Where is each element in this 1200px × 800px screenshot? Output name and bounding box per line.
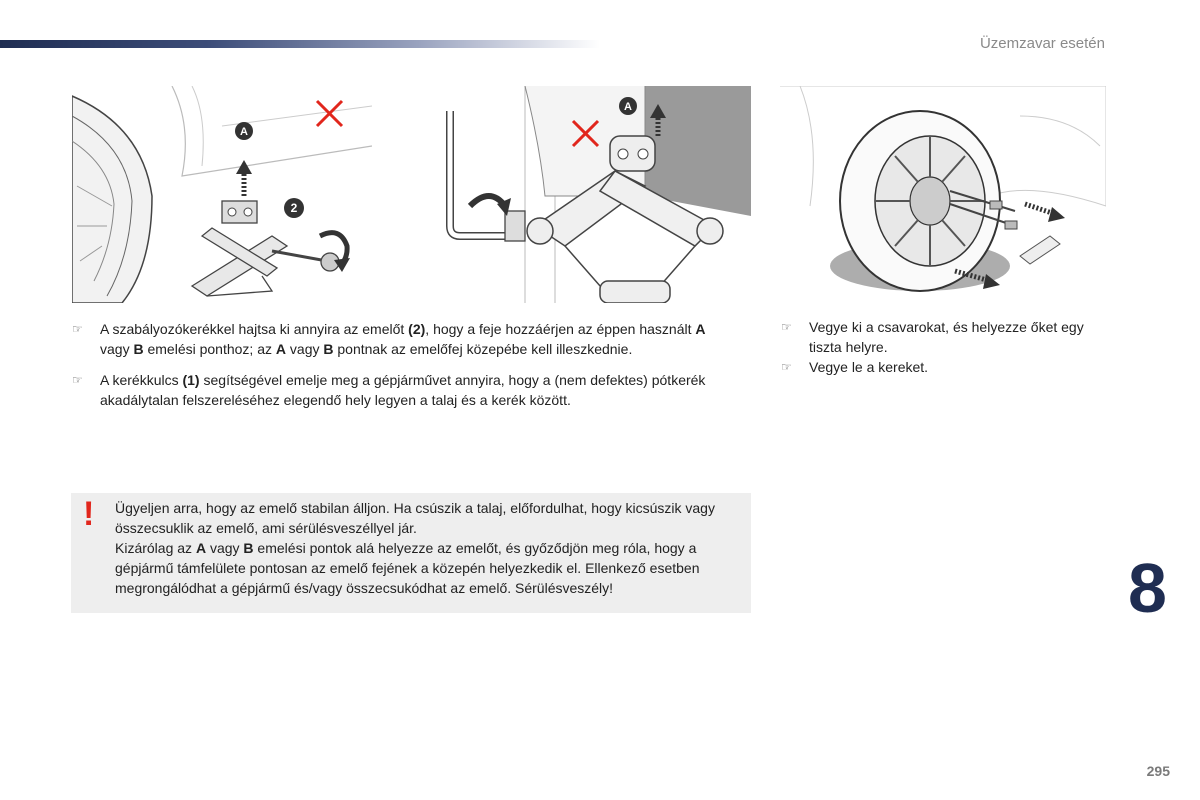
bullet-icon: ☞ — [72, 322, 83, 336]
instruction-item — [72, 370, 712, 410]
instruction-text: A szabályozókerékkel hajtsa ki annyira az emelőt — [100, 321, 409, 337]
jack-extend-drawing — [72, 86, 372, 303]
instruction-text: emelési ponthoz; az — [143, 341, 276, 357]
instruction-ref: A — [275, 341, 287, 357]
instruction-text: Vegye le a kereket. — [809, 359, 929, 375]
warning-text-part: vagy — [206, 540, 244, 556]
bullet-icon: ☞ — [72, 373, 83, 387]
header-gradient-bar — [0, 40, 600, 48]
instruction-text: segítségével emelje meg a gépjárművet annyira, hogy a (nem defektes) pótkerék akadálytalan felszereléséhez elegendő hely legyen a talaj és a kerék között. — [100, 372, 706, 408]
jack-lift-illustration — [445, 86, 751, 303]
instruction-text: vagy — [286, 341, 324, 357]
warning-line-2 — [115, 538, 745, 598]
chapter-number: 8 — [1128, 549, 1167, 627]
wheel-removal-drawing — [780, 86, 1106, 303]
instruction-item — [72, 319, 712, 359]
warning-ref: B — [243, 540, 254, 556]
instructions-right — [781, 317, 1101, 377]
warning-ref: A — [195, 540, 207, 556]
page-number: 295 — [1146, 763, 1170, 779]
instruction-text: Vegye ki a csavarokat, és helyezze őket egy tiszta helyre. — [809, 319, 1084, 355]
instruction-item — [781, 357, 1101, 377]
instruction-item — [781, 317, 1101, 357]
instruction-ref: (1) — [182, 372, 200, 388]
instruction-text: vagy — [100, 341, 134, 357]
instruction-text: A kerékkulcs — [100, 372, 183, 388]
instruction-text: , hogy a feje hozzáérjen az éppen használt — [425, 321, 696, 337]
instruction-text: pontnak az emelőfej közepébe kell illeszkednie. — [333, 341, 633, 357]
warning-box — [71, 493, 751, 613]
instruction-ref: B — [323, 341, 334, 357]
warning-text-part: emelési pontok alá helyezze az emelőt, és győződjön meg róla, hogy a gépjármű támfelülete pontosan az emelő fejének a közepén helyezkedik el. Ellenkező esetben megrongálódhat a gépjármű és/vagy összecsukódhat az emelő. Sérülésveszély! — [115, 540, 700, 596]
bullet-icon: ☞ — [781, 360, 792, 374]
bullet-icon: ☞ — [781, 320, 792, 334]
jack-extend-illustration — [72, 86, 372, 303]
instruction-ref: (2) — [408, 321, 426, 337]
warning-text-part: Kizárólag az — [115, 540, 196, 556]
figure-label-2: 2 — [290, 201, 298, 215]
warning-line-1: Ügyeljen arra, hogy az emelő stabilan álljon. Ha csúszik a talaj, előfordulhat, hogy kicsúszik vagy összecsuklik az emelő, ami sérülésveszéllyel jár. — [115, 500, 715, 536]
figure-label-a: A — [624, 101, 632, 113]
instruction-ref: B — [133, 341, 144, 357]
instructions-left — [72, 319, 712, 421]
warning-text — [115, 498, 745, 598]
figure-label-a: A — [240, 126, 248, 138]
warning-icon: ! — [83, 495, 95, 533]
wheel-removal-illustration — [780, 86, 1106, 303]
section-title: Üzemzavar esetén — [979, 35, 1105, 52]
instruction-ref: A — [695, 321, 706, 337]
jack-lift-drawing — [445, 86, 751, 303]
